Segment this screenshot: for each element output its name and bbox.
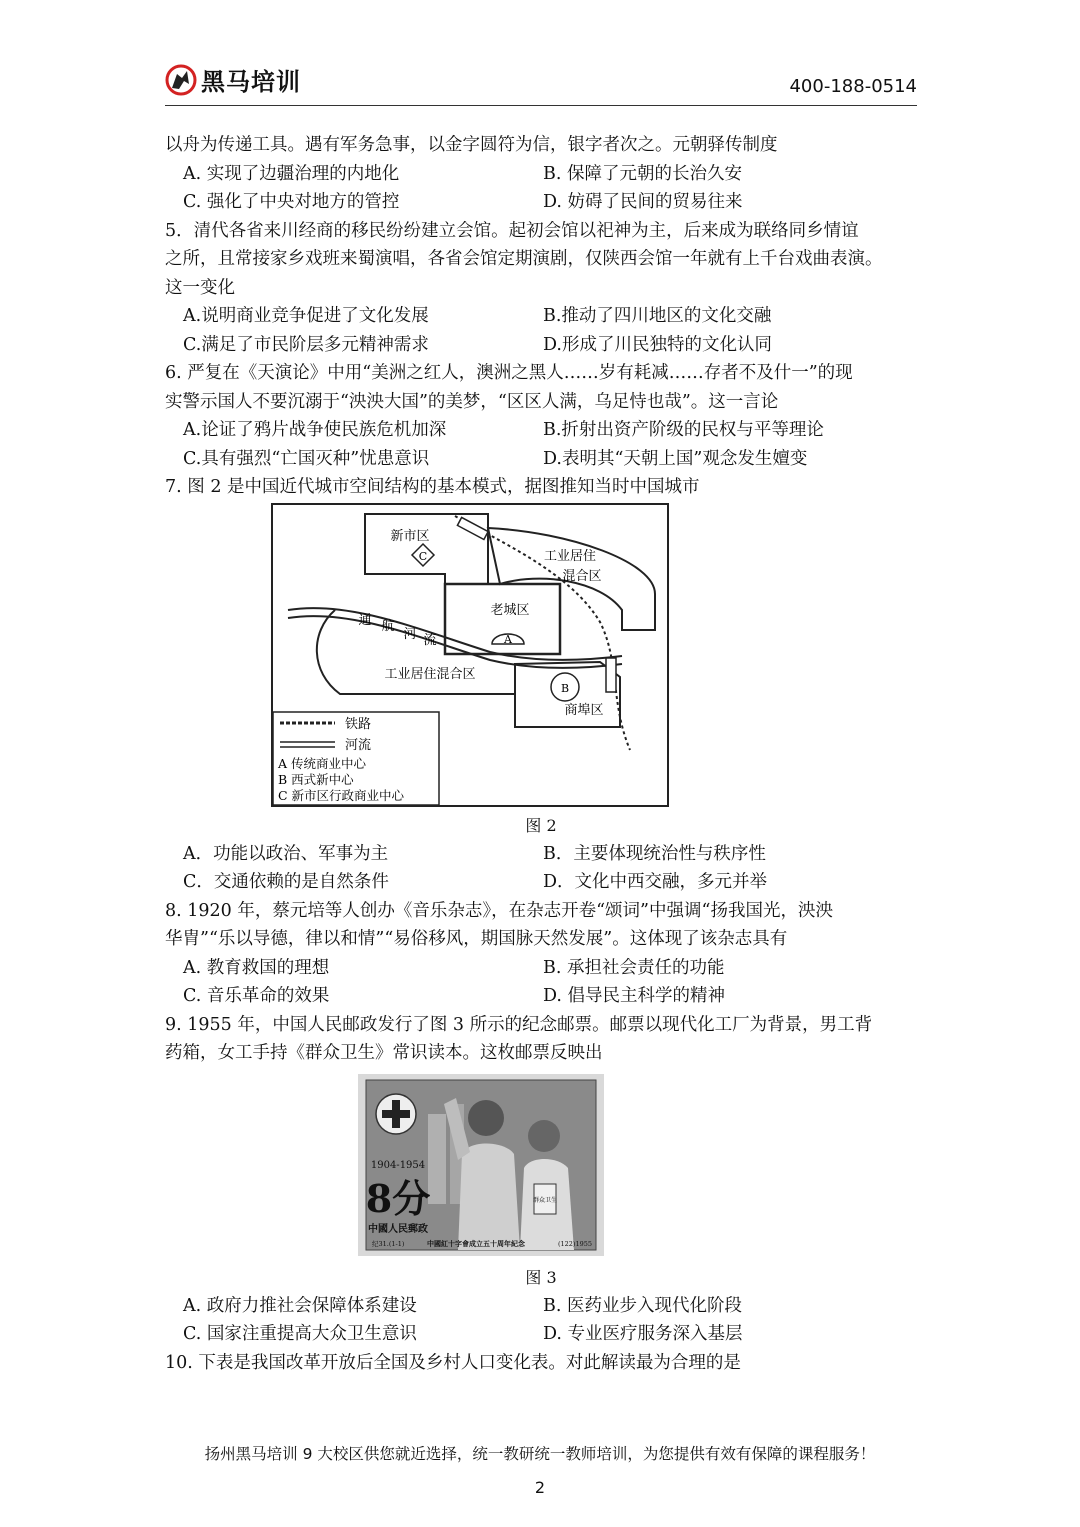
option-c: C.满足了市民阶层多元精神需求 [183, 334, 429, 355]
male-worker-head [468, 1100, 504, 1136]
option-d: D. 妨碍了民间的贸易往来 [543, 192, 743, 212]
option-d: D.表明其“天朝上国”观念发生嬗变 [543, 448, 808, 469]
footer-slogan: 扬州黑马培训 9 大校区供您就近选择，统一教研统一教师培训，为您提供有效有保障的课程服务！ [204, 1445, 876, 1463]
stamp-issuer: 中國人民郵政 [368, 1223, 428, 1235]
question-9-options-row [165, 1292, 917, 1321]
canal-char-4: 流 [423, 632, 437, 648]
option-b: B.折射出资产阶级的民权与平等理论 [543, 420, 824, 440]
legend-a: A 传统商业中心 [278, 755, 367, 771]
industrial-top-label-1: 工业居住 [543, 548, 597, 564]
option-a: A. 实现了边疆治理的内地化 [183, 163, 400, 184]
port-label: 商埠区 [564, 702, 604, 718]
page-header [165, 58, 917, 106]
figure-2-container [165, 502, 917, 808]
c-label: C [418, 549, 428, 563]
option-d: D. 专业医疗服务深入基层 [543, 1324, 743, 1344]
header-divider [165, 105, 917, 106]
male-worker-body [458, 1143, 520, 1250]
industrial-top-label-2: 混合区 [562, 568, 602, 584]
option-b: B. 医药业步入现代化阶段 [543, 1295, 742, 1316]
option-b: B.推动了四川地区的文化交融 [543, 306, 772, 326]
figure-3-container [165, 1074, 917, 1258]
question-9-options-row [165, 1320, 917, 1349]
question-8-options-row [165, 982, 917, 1011]
stamp-years: 1904-1954 [370, 1159, 426, 1171]
option-a: A．功能以政治、军事为主 [183, 843, 389, 864]
female-worker-head [528, 1120, 560, 1152]
question-9-text: 9. 1955 年，中国人民邮政发行了图 3 所示的纪念邮票。邮票以现代化工厂为背景，男工背 [165, 1014, 873, 1035]
exam-content [165, 131, 917, 1377]
question-8-options-row [165, 954, 917, 983]
legend-c: C 新市区行政商业中心 [278, 787, 405, 803]
option-c: C. 强化了中央对地方的管控 [183, 192, 400, 212]
question-8-text: 8. 1920 年，蔡元培等人创办《音乐杂志》，在杂志开卷“颂词”中强调“扬我国光，泱泱 [165, 900, 833, 921]
city-structure-map [270, 502, 670, 808]
railway-station-port [606, 658, 616, 692]
legend-b: B 西式新中心 [278, 771, 354, 787]
question-9-text: 药箱，女工手持《群众卫生》常识读本。这枚邮票反映出 [165, 1043, 603, 1063]
option-d: D．文化中西交融，多元并举 [543, 872, 768, 892]
question-6-options-row [165, 445, 917, 474]
question-4-options-row [165, 160, 917, 189]
option-c: C. 国家注重提高大众卫生意识 [183, 1324, 417, 1344]
option-b: B．主要体现统治性与秩序性 [543, 843, 766, 864]
option-c: C．交通依赖的是自然条件 [183, 872, 389, 892]
question-4-options-row [165, 188, 917, 217]
stamp-title: 中國紅十字會成立五十周年紀念 [427, 1238, 525, 1248]
option-a: A.论证了鸦片战争使民族危机加深 [183, 420, 447, 440]
figure-2-caption: 图 2 [525, 815, 557, 835]
option-b: B. 保障了元朝的长治久安 [543, 163, 742, 184]
option-c: C.具有强烈“亡国灭种”忧患意识 [183, 448, 430, 469]
option-d: D. 倡导民主科学的精神 [543, 986, 726, 1006]
old-city-label: 老城区 [490, 602, 530, 618]
stamp-value: 8分 [365, 1175, 431, 1221]
question-5-options-row [165, 331, 917, 360]
legend-river-label: 河流 [345, 737, 372, 753]
new-district-label: 新市区 [390, 528, 430, 544]
question-7-text: 7. 图 2 是中国近代城市空间结构的基本模式，据图推知当时中国城市 [165, 477, 700, 497]
question-5-text: 这一变化 [165, 277, 235, 298]
stamp-code-right: (122)1955 [557, 1239, 592, 1248]
stamp-code-left: 纪31.(1-1) [372, 1239, 405, 1248]
option-a: A. 政府力推社会保障体系建设 [183, 1295, 417, 1316]
a-label: A [504, 632, 512, 646]
page-number: 2 [534, 1478, 546, 1497]
question-6-options-row [165, 416, 917, 445]
phone-number: 400-188-0514 [789, 76, 917, 97]
option-c: C. 音乐革命的效果 [183, 986, 330, 1006]
brand-logo [165, 62, 301, 97]
horse-logo-icon [165, 64, 197, 96]
b-label: B [560, 681, 570, 695]
industrial-bottom-label: 工业居住混合区 [384, 666, 476, 682]
brand-name: 黑马培训 [201, 68, 301, 96]
legend-railway-label: 铁路 [345, 716, 372, 732]
book-title: 群众卫生 [532, 1196, 558, 1204]
question-6-text: 6. 严复在《天演论》中用“美洲之红人，澳洲之黑人……岁有耗减……存者不及什一”的现 [165, 363, 853, 383]
option-d: D.形成了川民独特的文化认同 [543, 334, 772, 355]
option-a: A.说明商业竞争促进了文化发展 [183, 306, 429, 326]
option-a: A. 教育救国的理想 [183, 957, 330, 978]
question-7-options-row [165, 840, 917, 869]
question-8-text: 华胄”“乐以导德，律以和情”“易俗移风，期国脉天然发展”。这体现了该杂志具有 [165, 929, 788, 949]
canal-char-3: 河 [403, 626, 417, 642]
question-5-options-row [165, 302, 917, 331]
question-5-text: 之所，且常接家乡戏班来蜀演唱，各省会馆定期演剧，仅陕西会馆一年就有上千台戏曲表演。 [165, 249, 883, 269]
question-7-options-row [165, 868, 917, 897]
canal-char-2: 航 [381, 618, 395, 634]
option-b: B. 承担社会责任的功能 [543, 957, 725, 978]
question-4-text: 以舟为传递工具。遇有军务急事，以金字圆符为信，银字者次之。元朝驿传制度 [165, 135, 778, 155]
factory-building [428, 1114, 446, 1204]
question-6-text: 实警示国人不要沉溺于“泱泱大国”的美梦，“区区人满，乌足恃也哉”。这一言论 [165, 391, 779, 412]
question-10-text: 10. 下表是我国改革开放后全国及乡村人口变化表。对此解读最为合理的是 [165, 1352, 741, 1373]
figure-3-caption: 图 3 [525, 1267, 557, 1287]
question-5-text: 5．清代各省来川经商的移民纷纷建立会馆。起初会馆以祀神为主，后来成为联络同乡情谊 [165, 220, 859, 241]
red-cross-stamp [358, 1074, 604, 1256]
canal-char-1: 通 [358, 612, 372, 628]
